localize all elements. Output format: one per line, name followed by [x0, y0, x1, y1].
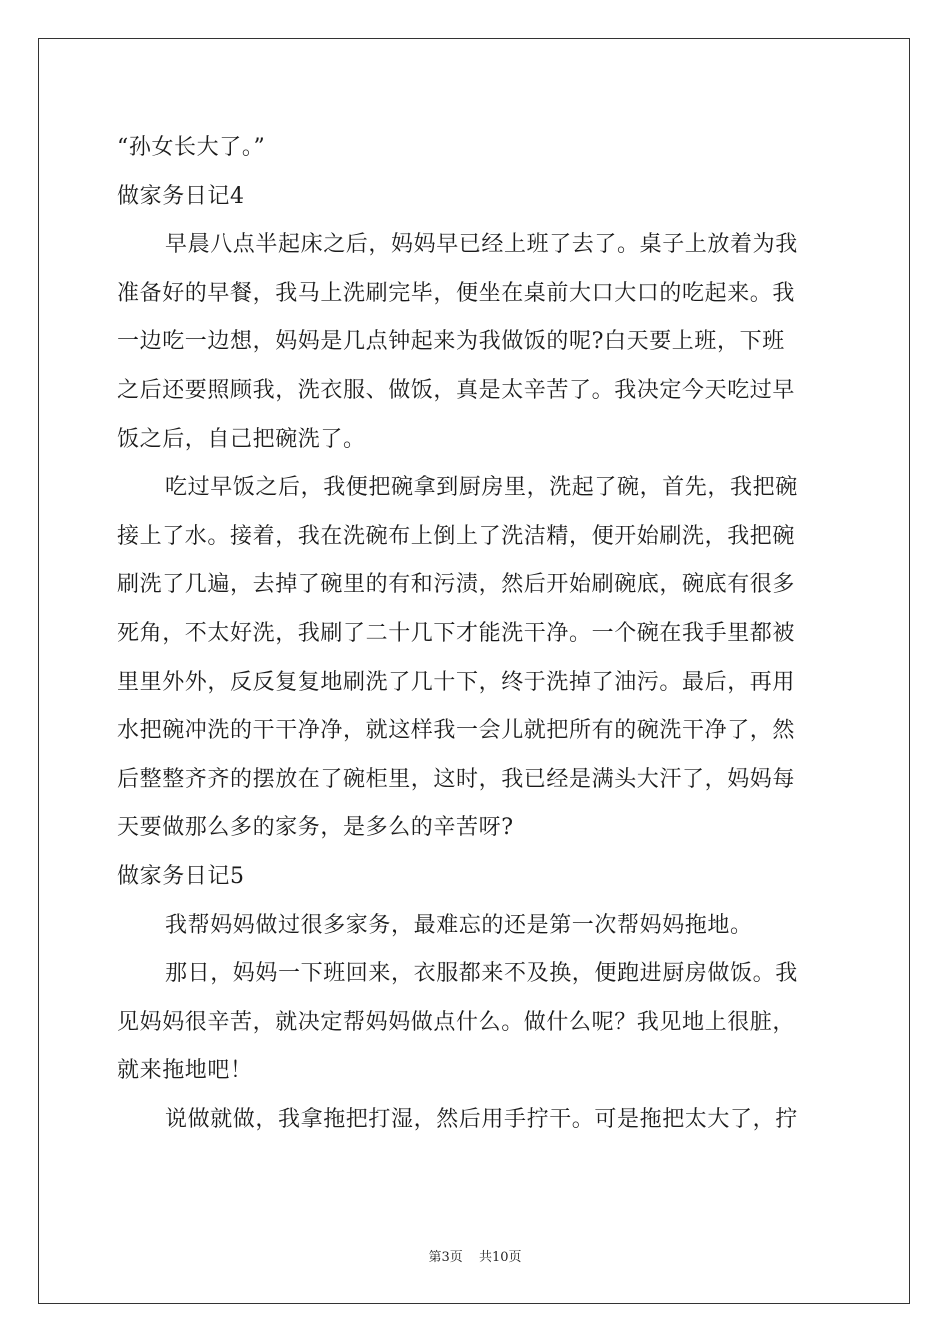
- paragraph: [117, 950, 837, 1096]
- paragraph-line: 水把碗冲洗的干干净净，就这样我一会儿就把所有的碗洗干净了，然: [117, 718, 796, 744]
- paragraph-line: 准备好的早餐，我马上洗刷完毕，便坐在桌前大口大口的吃起来。我: [117, 280, 796, 306]
- page-number: 第3页: [428, 1250, 463, 1265]
- paragraph-line: 一边吃一边想，妈妈是几点钟起来为我做饭的呢?白天要上班，下班: [117, 329, 785, 355]
- document-body: [117, 124, 837, 1144]
- paragraph-line: 那日，妈妈一下班回来，衣服都来不及换，便跑进厨房做饭。我: [165, 961, 798, 987]
- text-line: “孙女长大了。”: [117, 135, 266, 160]
- section-heading: 做家务日记5: [117, 863, 245, 889]
- paragraph: [117, 221, 837, 464]
- paragraph-line: 就来拖地吧！: [117, 1058, 253, 1084]
- paragraph: [117, 902, 837, 951]
- paragraph-line: 后整整齐齐的摆放在了碗柜里，这时，我已经是满头大汗了，妈妈每: [117, 766, 796, 792]
- paragraph-line: 吃过早饭之后，我便把碗拿到厨房里，洗起了碗，首先，我把碗: [165, 475, 798, 501]
- paragraph-line: 早晨八点半起床之后，妈妈早已经上班了去了。桌子上放着为我: [165, 232, 798, 258]
- paragraph-line: 之后还要照顾我，洗衣服、做饭，真是太辛苦了。我决定今天吃过早: [117, 377, 796, 403]
- page-total: 共10页: [478, 1250, 522, 1265]
- paragraph-line: 见妈妈很辛苦，就决定帮妈妈做点什么。做什么呢？我见地上很脏，: [117, 1009, 796, 1035]
- page-footer: [0, 1246, 950, 1265]
- section-heading: 做家务日记4: [117, 183, 245, 209]
- paragraph-line: 里里外外，反反复复地刷洗了几十下，终于洗掉了油污。最后，再用: [117, 669, 796, 695]
- paragraph-line: 饭之后，自己把碗洗了。: [117, 426, 366, 452]
- paragraph-line: 我帮妈妈做过很多家务，最难忘的还是第一次帮妈妈拖地。: [165, 912, 753, 938]
- paragraph-line: 死角，不太好洗，我刷了二十几下才能洗干净。一个碗在我手里都被: [117, 620, 796, 646]
- paragraph-line: 接上了水。接着，我在洗碗布上倒上了洗洁精，便开始刷洗，我把碗: [117, 523, 796, 549]
- paragraph: [117, 1096, 837, 1145]
- paragraph-line: 说做就做，我拿拖把打湿，然后用手拧干。可是拖把太大了，拧: [165, 1106, 798, 1132]
- paragraph-line: 天要做那么多的家务，是多么的辛苦呀?: [117, 815, 514, 841]
- paragraph: [117, 464, 837, 853]
- paragraph-line: 刷洗了几遍，去掉了碗里的有和污渍，然后开始刷碗底，碗底有很多: [117, 572, 796, 598]
